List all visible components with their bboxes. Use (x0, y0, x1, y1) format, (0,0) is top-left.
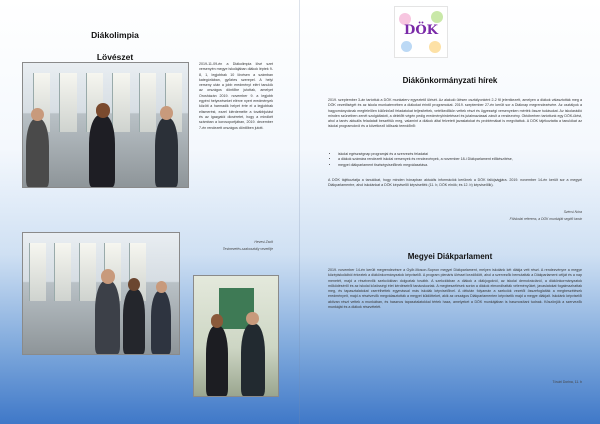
section-dok-news-title: Diákönkormányzati hírek (402, 76, 498, 85)
title-diakolimpia: Diákolimpia (91, 30, 139, 40)
shooting-signature-role: Testnevelés-szakosztály vezetője (222, 247, 273, 251)
title-loveszet: Lövészet (96, 52, 134, 62)
list-item: • iskolai egészségnap programjai és a szervezés feladatai (338, 152, 586, 157)
parliament-paragraph: 2019. november 14-én került megrendezésre a Győr-Moson-Sopron megyei Diákparlament, melyen iskolánk két diákja vett részt. A rendezvényre a megye középiskoláiból érkeztek a diákönkormányzatok képviselői. A program plenáris üléssel kezdődött, ahol a szervezők bemutatták a Diákparlament célját és a nap menetét, majd a résztvevők szekciókban dolgoztak tovább. A szekciókban a diákok a diákjogokról, az iskolai demokráciáról, a diákönkormányzatok működéséről és az iskolai közösségi élet kérdéseiről tanácskoztak. A megbeszélések során a diákok elmondhatták véleményüket, javaslatokat fogalmazhattak meg, és tapasztalatokat cserélhettek egymással más iskolák képviselőivel. A délután folyamán a szekciók vezetői összefoglalták a megbeszélések eredményeit, majd a résztvevők megválasztották a megyei küldötteket, akik az országos Diákparlamenten képviselik majd a megye diákjait. Iskolánk képviselői aktívan részt vettek a munkában, és hasznos tapasztalatokkal tértek haza, amelyeket a DÖK munkájában is hasznosítani tudnak. Köszönjük a szervezők munkáját és a diákok részvételét. (328, 268, 582, 310)
dok-logo-text: DÖK (404, 23, 438, 38)
shooting-article: 2019-11-09-én a Diákolimpia lövé szet versenyén megye iskolájában diákok léptek 9-8, 1, legjobbak 10 lövésen a számban kategóriában, győztes szerepel. A helyi verseny után a jobb eredményt elért tanulók az országos döntőbe jutottak, amelyet Orosházán 2019. november 9. a legjobb egyéni helyezéseket elérve nyert eredmények között a harmadik helyet érte el a legjobbak elismerést, ezzel kiérdemelte a továbbjutást és az igazgatói dicséretet, hogy a mindkét számban a korcsoportjában, 2019. december 7-én rendezett országos döntőben jutott. (199, 62, 273, 130)
dok-news-signature-name: Szécsi Nóra (563, 210, 582, 214)
parliament-signature: Tóvári Dorina, 11. b (552, 380, 582, 384)
dok-news-paragraph-1: 2019. szeptember 3-án tartottuk a DÖK munkaterv egyeztető ülését. Az alakuló ülésen osztályonként 2-2 fő jelentkezett, amelyen a diákok választották meg a DÖK vezetőségét és az iskola munkatervében a diákokat érintő programokat. 2019. szeptember 27-én került sor a Diáknap megrendezésére. Az osztályok a hagyományoknak megfelelően különböző feladatokat teljesítettek, vetélkedőkön vettek részt és ügyességi versenyeken mérték össze tudásukat. Az iskolarádió minden szünetben zenét szolgáltatott, a délelőtt végén pedig eredményhirdetéssel és jutalmazással zárult a rendezvény. Októberben tartottunk egy DÖK-ülést, ahol a tanév aktuális feladatait beszéltük meg, valamint a diákok által felvetett javaslatokat és problémákat is megvitattuk. A DÖK tájékoztatta a tanulókat az iskolai programokról és a következő időszak teendőiről: (328, 98, 582, 129)
list-item: • megyei diákparlament tisztségviselőinek megválasztása. (338, 163, 586, 168)
dok-news-signature-role: Főiskolai referens, a DÖK munkáját segítő tanár (509, 217, 582, 221)
right-page (300, 0, 600, 424)
shooting-signature-name: Hevesi Zsolt (254, 240, 273, 244)
section-parliament-title: Megyei Diákparlament (407, 252, 493, 261)
shooting-photo-1 (22, 62, 189, 188)
dok-news-paragraph-2: A DÖK tájékoztatja a tanulókat, hogy minden hónapban aktuális információk kerülnek a DÖK faliújságjára. 2019. november 14-én került sor a megyei Diákparlamentre, ahol iskolánkat a DÖK képviselői képviselték (11. b, DÖK elnök; és 12. b) képviselőik). (328, 178, 582, 188)
award-photo (193, 275, 279, 397)
dok-logo (394, 6, 448, 58)
shooting-photo-2 (22, 232, 180, 355)
list-item: • a diákok számára rendezett iskolai versenyek és rendezvények, a november 18-i Diákparlament előkészítése, (338, 157, 586, 162)
dok-news-bullet-list (332, 152, 586, 168)
